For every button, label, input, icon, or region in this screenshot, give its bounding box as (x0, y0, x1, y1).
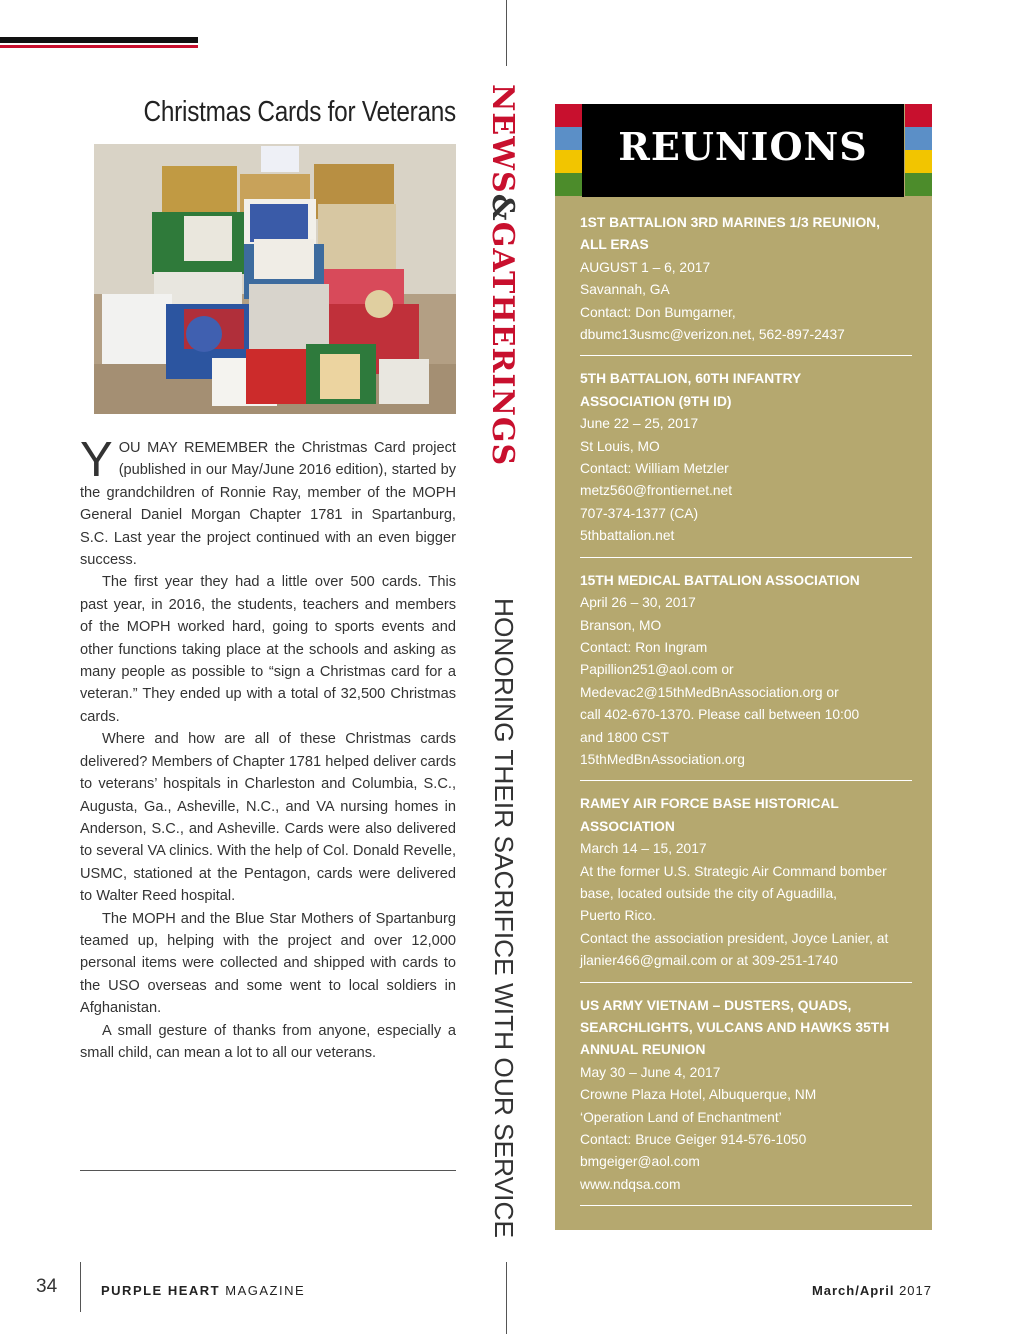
reunion-entry-title: ASSOCIATION (580, 818, 675, 834)
reunion-entry-detail: March 14 – 15, 2017 (580, 841, 707, 857)
reunion-entry-detail: Papillion251@aol.com or (580, 662, 734, 678)
reunion-entry-title: ALL ERAS (580, 237, 649, 253)
reunion-entry-detail: 707-374-1377 (CA) (580, 505, 699, 521)
reunion-entry-detail: Crowne Plaza Hotel, Albuquerque, NM (580, 1087, 817, 1103)
top-divider-rule (506, 0, 507, 66)
reunion-entry-title: 1ST BATTALION 3RD MARINES 1/3 REUNION, (580, 215, 880, 230)
stripe-green-right (905, 173, 932, 196)
vertical-banner-text (488, 84, 522, 1244)
gift-boxes-photo (94, 144, 456, 414)
stripe-blue-right (905, 127, 932, 150)
stripe-red-left (555, 104, 582, 127)
bottom-divider-rule (506, 1262, 507, 1334)
reunion-entry-title: US ARMY VIETNAM – DUSTERS, QUADS, (580, 997, 852, 1013)
banner-gatherings: GATHERINGS (488, 221, 520, 467)
article-end-rule (80, 1170, 456, 1171)
reunion-entry-detail: June 22 – 25, 2017 (580, 416, 699, 432)
issue-date: March/April 2017 (811, 1283, 932, 1298)
stripe-red-right (905, 104, 932, 127)
reunion-entry-detail: call 402-670-1370. Please call between 10:00 (580, 707, 860, 723)
footer-divider-rule (80, 1262, 81, 1312)
article-paragraph: The first year they had a little over 500 cards. This past year, in 2016, the students, teachers and members of the MOPH worked hard, going to sports events and other functions taking place at the schools and asking as many people as possible to “sign a Christmas card for a veteran.” They ended up with a total of 32,500 Christmas cards. (80, 574, 456, 725)
reunion-entry-detail: www.ndqsa.com (580, 1176, 681, 1192)
reunion-entry-detail: Puerto Rico. (580, 908, 656, 924)
article-title: Christmas Cards for Veterans (143, 96, 456, 128)
publication-name: PURPLE HEART MAGAZINE (101, 1283, 306, 1298)
reunion-entry (580, 793, 912, 982)
banner-amp: & (488, 193, 520, 222)
article-paragraph: A small gesture of thanks from anyone, especially a small child, can mean a lot to all our veterans. (80, 1022, 456, 1061)
svg-text:NEWS&GATHERINGS (488, 84, 520, 466)
reunion-entry-detail: Branson, MO (580, 617, 662, 633)
banner-news: NEWS (488, 84, 520, 194)
reunion-entry-detail: At the former U.S. Strategic Air Command bomber (580, 863, 887, 879)
reunion-entry-detail: Contact: Don Bumgarner, (580, 304, 736, 320)
reunion-entry-title: ASSOCIATION (9TH ID) (580, 393, 732, 409)
article-paragraph: YOU MAY REMEMBER the Christmas Card project (published in our May/June 2016 edition), started by the grandchildren of Ronnie Ray, member of the MOPH General Daniel Morgan Chapter 1781 in Spartanburg, S.C. Last year the project continued with an even bigger success. (80, 433, 456, 569)
header-black-bar (0, 37, 198, 43)
reunion-entry-detail: Contact: Ron Ingram (580, 639, 708, 655)
section-banner (488, 84, 522, 1244)
reunion-entry-detail: Contact: Bruce Geiger 914-576-1050 (580, 1132, 807, 1148)
reunion-entries (580, 212, 912, 1218)
reunion-entry-detail: base, located outside the city of Aguadilla, (580, 885, 837, 901)
reunion-entry-detail: 5thbattalion.net (580, 528, 675, 544)
reunion-entry-detail: May 30 – June 4, 2017 (580, 1064, 721, 1080)
stripe-blue-left (555, 127, 582, 150)
reunion-entry-title: RAMEY AIR FORCE BASE HISTORICAL (580, 796, 839, 812)
reunion-entry-detail: St Louis, MO (580, 438, 660, 454)
reunion-entry-detail: Contact the association president, Joyce Lanier, at (580, 930, 889, 946)
reunion-entry-detail: jlanier466@gmail.com or at 309-251-1740 (580, 953, 838, 969)
reunion-entry-detail: ‘Operation Land of Enchantment’ (580, 1109, 782, 1125)
reunion-entry (580, 368, 912, 557)
reunion-entry-title: SEARCHLIGHTS, VULCANS AND HAWKS 35TH (580, 1020, 890, 1035)
reunion-entry (580, 995, 912, 1207)
reunion-entry-title: ANNUAL REUNION (580, 1042, 706, 1058)
article-body (80, 433, 456, 1064)
reunion-entry-detail: April 26 – 30, 2017 (580, 595, 696, 611)
reunion-entry-detail: Medevac2@15thMedBnAssociation.org or (580, 684, 839, 700)
reunion-entry-detail: dbumc13usmc@verizon.net, 562-897-2437 (580, 327, 845, 343)
reunion-entry-detail: Contact: William Metzler (580, 461, 729, 477)
reunion-entry-detail: AUGUST 1 – 6, 2017 (580, 259, 711, 275)
reunion-entry-title: 5TH BATTALION, 60TH INFANTRY (580, 371, 802, 387)
reunions-title: REUNIONS (618, 124, 868, 169)
reunion-entry-title: 15TH MEDICAL BATTALION ASSOCIATION (580, 572, 860, 588)
drop-cap: Y (80, 433, 113, 487)
article-paragraph: The MOPH and the Blue Star Mothers of Spartanburg teamed up, helping with the project and over 12,000 personal items were collected and shipped with cards to the USO overseas and some went to local soldiers in Afghanistan. (80, 910, 456, 1017)
reunion-entry (580, 212, 912, 356)
article-photo (94, 144, 456, 414)
article-paragraph: Where and how are all of these Christmas cards delivered? Members of Chapter 1781 helped deliver cards to veterans’ hospitals in Charleston and Columbia, S.C., Augusta, Ga., Asheville, N.C., and VA nursing homes in Anderson, S.C., and Asheville. Cards were also delivered to several VA clinics. With the help of Col. Donald Revelle, USMC, stationed at the Pentagon, cards were delivered to Walter Reed hospital. (80, 731, 456, 905)
reunion-entry-detail: Savannah, GA (580, 282, 670, 298)
reunion-entry-detail: 15thMedBnAssociation.org (580, 751, 745, 767)
stripe-yellow-right (905, 150, 932, 173)
page-number: 34 (36, 1276, 58, 1297)
reunion-entry-detail: bmgeiger@aol.com (580, 1154, 700, 1170)
reunion-entry-detail: and 1800 CST (580, 729, 669, 745)
reunion-entry-detail: metz560@frontiernet.net (580, 483, 733, 499)
header-red-bar (0, 45, 198, 48)
banner-tagline: HONORING THEIR SACRIFICE WITH OUR SERVICE (489, 598, 519, 1232)
stripe-green-left (555, 173, 582, 196)
reunion-entry (580, 570, 912, 782)
stripe-yellow-left (555, 150, 582, 173)
